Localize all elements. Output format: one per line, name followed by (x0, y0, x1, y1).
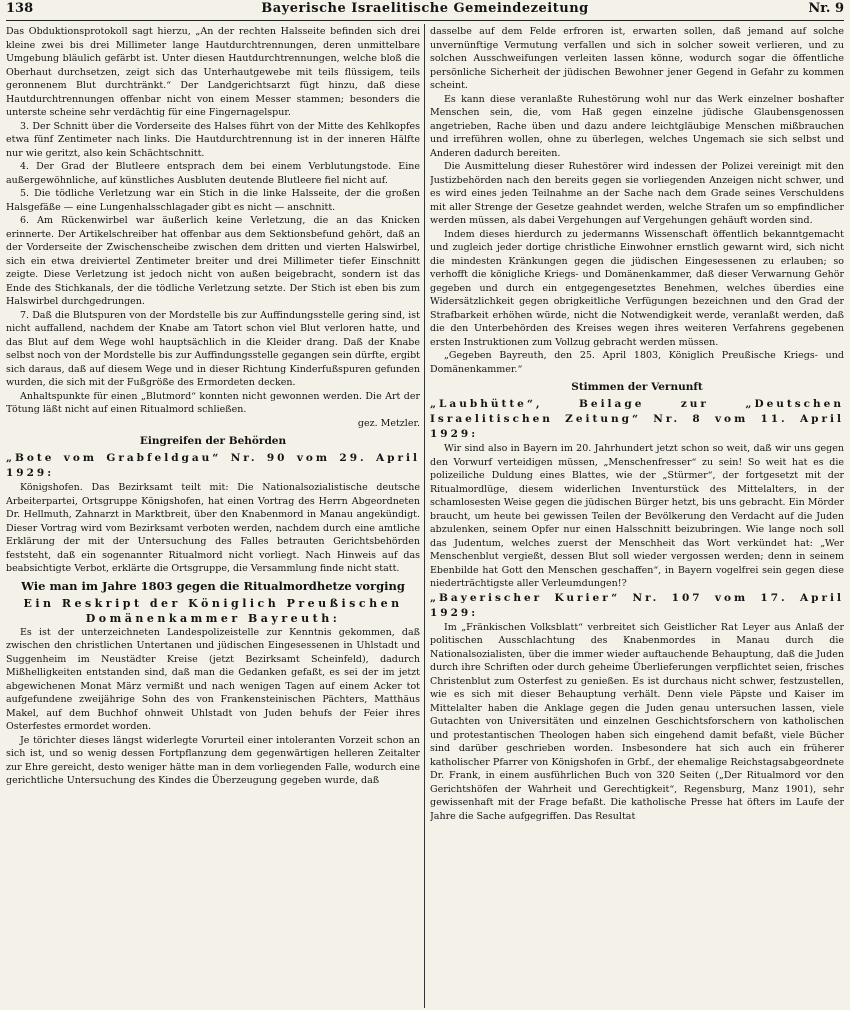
paragraph: 7. Daß die Blutspuren von der Mordstelle bis zur Auffindungsstelle gering sind, ist nicht auffallend, nachdem der Knabe am Tatort schon viel Blut verloren hatte, und das Blut auf dem Wege wohl hauptsächlich in die Kleider drang. Daß der Knabe selbst noch von der Mordstelle bis zur Auffindungsstelle gegangen sein dürfte, ergibt sich daraus, daß auf diesem Wege und in dieser Richtung Kinderfußspuren gefunden wurden, die sich mit der Fußgröße des Ermordeten decken. (6, 309, 420, 388)
column-divider (424, 24, 425, 1008)
paragraph: 5. Die tödliche Verletzung war ein Stich in die linke Halsseite, der die großen Halsgefäße — eine Lungenhalsschlagader gibt es nicht — anschnitt. (6, 188, 420, 213)
section-subheading: Ein Reskript der Königlich Preußischen Domänenkammer Bayreuth: (23, 596, 403, 625)
signature: gez. Metzler. (357, 417, 420, 429)
newspaper-title: Bayerische Israelitische Gemeindezeitung (261, 1, 589, 16)
paragraph: Je törichter dieses längst widerlegte Vorurteil einer intoleranten Vorzeit schon an sich ist, und so wenig dessen Fortpflanzung dem gegenwärtigen helleren Zeitalter zur Ehre gereicht, desto weniger hätte man in dem vorliegenden Falle, wodurch eine gerichtliche Untersuchung des Kindes die Überzeugung gegeben wurde, daß (6, 734, 420, 786)
issue-number: Nr. 9 (808, 1, 844, 16)
section-heading: Eingreifen der Behörden (139, 435, 287, 447)
paragraph: „Gegeben Bayreuth, den 25. April 1803, Königlich Preußische Kriegs- und Domänenkammer.“ (430, 350, 844, 375)
paragraph: Im „Fränkischen Volksblatt“ verbreitet sich Geistlicher Rat Leyer aus Anlaß der politischen Ausschlachtung des Knabenmordes in Manau durch die Nationalsozialisten, über die immer wieder auftauchende Behauptung, daß die Juden durch ihre Schriften oder durch geheime Überlieferungen verpflichtet seien, frisches Christenblut zum Osterfest zu genießen. Es ist durchaus nicht schwer, festzustellen, wie es sich mit dieser Behauptung verhält. Denn viele Päpste und Kaiser im Mittelalter haben die Anklage gegen die Juden genau untersuchen lassen, viele Gutachten von Universitäten und einzelnen Geschichtsforschern von katholischen und protestantischen Theologen haben sich eingehend damit befaßt, viele Bücher sind darüber geschrieben worden. Insbesondere hat sich auch ein früherer katholischer Pfarrer von Königshofen in Grbf., der ehemalige Reichstagsabgeordnete Dr. Frank, in einem ausführlichen Buch von 320 Seiten („Der Ritualmord vor den Gerichtshöfen der Wahrheit und Gerechtigkeit“, Regensburg, Manz 1901), sehr gewissenhaft mit der Frage befaßt. Die katholische Presse hat öfters im Laufe der Jahre die Sache aufgegriffen. Das Resultat (430, 621, 844, 822)
paragraph: Das Obduktionsprotokoll sagt hierzu, „An der rechten Halsseite befinden sich drei kleine zwei bis drei Millimeter lange Hautdurchtrennungen, deren unmittelbare Umgebung bläulich gefärbt ist. Unter diesen Hautdurchtrennungen, welche bloß die Oberhaut durchsetzen, zeigt sich das Unterhautgewebe mit teils flüssigem, teils geronnenem Blut durchtränkt.“ Der Landgerichtsarzt fügt hinzu, daß diese Hautdurchtrennungen offenbar nicht von einem Messer stammen; besonders die unterste scheine sehr verdächtig für eine Fingernagelspur. (6, 26, 420, 118)
page-number: 138 (6, 1, 34, 16)
paragraph: 6. Am Rückenwirbel war äußerlich keine Verletzung, die an das Knicken erinnerte. Der Artikelschreiber hat offenbar aus dem Sektionsbefund gehört, daß an der Vorderseite der Zwischenscheibe zwischen dem dritten und vierten Halswirbel, sich ein etwa dreiviertel Zentimeter breiter und drei Millimeter tiefer Einschnitt zeigte. Diese Verletzung ist jedoch nicht von außen beigebracht, sondern ist das Ende des Stichkanals, der die tödliche Verletzung setzte. Der Stich ist eben bis zum Halswirbel durchgedrungen. (6, 215, 420, 307)
page-header (6, 0, 844, 21)
source-citation: „Bote vom Grabfeldgau“ Nr. 90 vom 29. April 1929: (6, 452, 420, 479)
paragraph: Es ist der unterzeichneten Landespolizeistelle zur Kenntnis gekommen, daß zwischen den christlichen Untertanen und jüdischen Eingesessenen in Uhlstadt und Suggenheim im Neustädter Kreise (jetzt Bezirksamt Scheinfeld), dadurch Mißhelligkeiten entstanden sind, daß man die Gedanken gefaßt, es sei der im jetzt abgewichenen Monat März vermißt und nach wenigen Tagen auf einem Acker tot aufgefundene zweijährige Sohn des von Frankensteinischen Pächters, Matthäus Makel, auf dem Buchhof ohnweit Uhlstadt von Juden behufs der Feier ihres Osterfestes ermordet worden. (6, 626, 420, 732)
paragraph: Anhaltspunkte für einen „Blutmord“ konnten nicht gewonnen werden. Die Art der Tötung läßt nicht auf einen Ritualmord schließen. (6, 390, 420, 415)
source-citation: „Bayerischer Kurier“ Nr. 107 vom 17. April 1929: (430, 591, 844, 619)
paragraph: Indem dieses hierdurch zu jedermanns Wissenschaft öffentlich bekanntgemacht und zugleich jeder dortige christliche Einwohner ernstlich gewarnt wird, sich nicht die mindesten Kränkungen gegen die jüdischen Eingesessenen zu erlauben; so verhofft die königliche Kriegs- und Domänenkammer, daß dieser Verwarnung Gehör gegeben und durch ein entgegengesetztes Benehmen, welches überdies eine Widersätzlichkeit gegen obrigkeitliche Verfügungen bezeichnen und den Grad der Strafbarkeit erhöhen würde, nicht die Notwendigkeit werde, veranlaßt werden, daß die den Unterbehörden des Kreises wegen ihres weiteren Verfahrens gegebenen ersten Instruktionen zum Vollzug gebracht werden müssen. (430, 228, 844, 348)
paragraph: Königshofen. Das Bezirksamt teilt mit: Die Nationalsozialistische deutsche Arbeiterpartei, Ortsgruppe Königshofen, hat einen Vortrag des Herrn Abgeordneten Dr. Hellmuth, Zahnarzt in Marktbreit, über den Knabenmord in Manau angekündigt. Dieser Vortrag wird vom Bezirksamt verboten werden, nachdem durch eine amtliche Erklärung der mit der Untersuchung des Falles betrauten Gerichtsbehörden feststeht, daß ein sogenannter Ritualmord nicht vorliegt. Nach Hinweis auf das beabsichtigte Verbot, erklärte die Ortsgruppe, die Versammlung finde nicht statt. (6, 482, 420, 574)
paragraph: Die Ausmittelung dieser Ruhestörer wird indessen der Polizei vereinigt mit den Justizbehörden nach den bereits gegen sie vorliegenden Anzeigen nicht schwer, und es wird eines jeden Teilnahme an der Sache nach dem Grade seines Verschuldens mit aller Strenge der Gesetze geahndet werden, welche Strafen um so empfindlicher werden müssen, als dabei Vergehungen auf Vergehungen gehäuft worden sind. (430, 161, 844, 226)
source-citation: „Laubhütte“, Beilage zur „Deutschen Israelitischen Zeitung“ Nr. 8 vom 11. April 1929: (430, 398, 844, 440)
paragraph: 4. Der Grad der Blutleere entsprach dem bei einem Verblutungstode. Eine außergewöhnliche, auf künstliches Ausbluten deutende Blutleere fiel nicht auf. (6, 161, 420, 186)
right-column (430, 25, 844, 1007)
section-heading: Stimmen der Vernunft (571, 381, 703, 393)
paragraph: Wir sind also in Bayern im 20. Jahrhundert jetzt schon so weit, daß wir uns gegen den Vorwurf verteidigen müssen, „Menschenfresser“ zu sein! So weit hat es die polizeiliche Duldung eines Blattes, wie der „Stürmer“, der fortgesetzt mit der Ritualmordlüge, diesem widerlichen Inventurstück des Mittelalters, in der schamlosesten Weise gegen die jüdischen Bürger hetzt, bis uns gebracht. Ein Mörder braucht, um heute bei gewissen Teilen der Bevölkerung den Verdacht auf die Juden abzulenken, seinem Opfer nur einen Halsschnitt beizubringen. Wie lange noch soll das Judentum, welches zuerst der Menschheit das Wort verkündet hat: „Wer Menschenblut vergießt, dessen Blut soll wieder vergossen werden; denn in seinem Ebenbilde hat Gott den Menschen geschaffen“, in Bayern vogelfrei sein gegen diese niederträchtigste aller Verleumdungen!? (430, 443, 844, 589)
paragraph: 3. Der Schnitt über die Vorderseite des Halses führt von der Mitte des Kehlkopfes etwa fünf Zentimeter nach links. Die Hautdurchtrennung ist in der inneren Hälfte nur wie geritzt, also kein Schächtschnitt. (6, 120, 420, 159)
section-heading: Wie man im Jahre 1803 gegen die Ritualmordhetze vorging (21, 578, 405, 593)
paragraph: Es kann diese veranlaßte Ruhestörung wohl nur das Werk einzelner boshafter Menschen sein, die, vom Haß gegen einzelne jüdische Glaubensgenossen angetrieben, Rache üben und dazu andere leichtgläubige Menschen mißbrauchen und irreführen wollen, ohne zu überlegen, welches Ungemach sie sich selbst und Anderen dadurch bereiten. (430, 93, 844, 159)
left-column (6, 25, 420, 1007)
paragraph: dasselbe auf dem Felde erfroren ist, erwarten sollen, daß jemand auf solche unvernünftige Vermutung verfallen und sich in solcher soweit verlieren, und zu solchen Ausschweifungen verleiten lassen könne, wodurch sogar die öffentliche persönliche Sicherheit der jüdischen Bewohner jener Gegend in Gefahr zu kommen scheint. (430, 26, 844, 91)
